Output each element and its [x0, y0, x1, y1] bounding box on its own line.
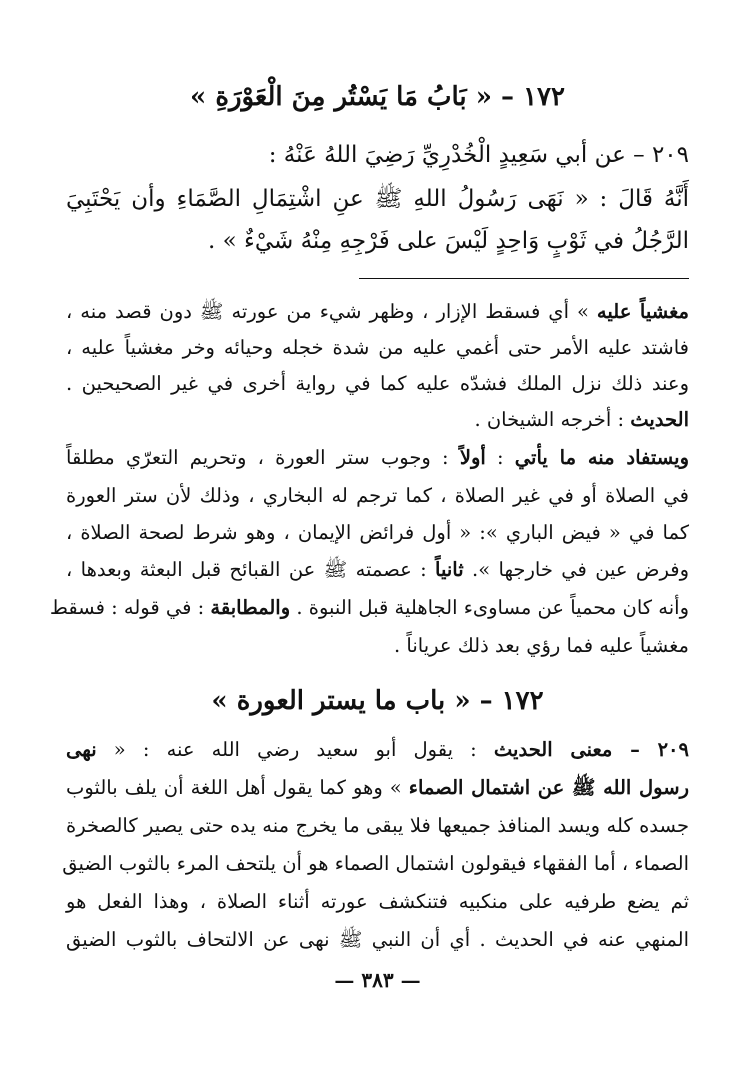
hadith-intro: ٢٠٩ – عن أبي سَعِيدٍ الْخُدْرِيِّ رَضِيَ اللهُ عَنْهُ : [268, 142, 689, 168]
note-text: » أي فسقط الإزار ، وظهر شيء من عورته ﷺ دون قصد منه ، [66, 300, 597, 323]
note-line-3: وعند ذلك نزل الملك فشدّه عليه كما في رواية أخرى في غير الصحيحين . [66, 372, 689, 395]
explanation-line-6: المنهي عنه في الحديث . أي أن النبي ﷺ نهى عن الالتحاف بالثوب الضيق [66, 928, 689, 951]
note-line-9 [49, 596, 689, 619]
hadith-line-2: الرَّجُلُ في ثَوْبٍ وَاحِدٍ لَيْسَ على فَرْجِهِ مِنْهُ شَيْءٌ » . [208, 228, 689, 254]
hadith-line-1: أَنَّهُ قَالَ : « نَهَى رَسُولُ اللهِ ﷺ عنِ اشْتِمَالِ الصَّمَاءِ وأن يَحْتَبِيَ [66, 186, 689, 212]
section-divider [359, 278, 689, 279]
note-line-6: في الصلاة أو في غير الصلاة ، كما ترجم له البخاري ، وذلك لأن ستر العورة [66, 484, 689, 507]
note-term-bold: ويستفاد منه ما يأتي [514, 446, 690, 469]
chapter-title: ١٧٢ – « بَابُ مَا يَسْتُر مِنَ الْعَوْرَةِ » [190, 82, 565, 112]
explanation-line-3: جسده كله ويسد المنافذ جميعها فلا يبقى ما يخرج منه يده حتى يصير كالصخرة [66, 814, 689, 837]
note-term-bold: أولاً [459, 446, 486, 469]
page-number: — ٣٨٣ — [334, 968, 421, 992]
explanation-line-1 [66, 738, 689, 761]
note-text: : عصمته ﷺ عن القبائح قبل البعثة وبعدها ، [66, 558, 436, 581]
note-text: وأنه كان محمياً عن مساوىء الجاهلية قبل النبوة . [290, 596, 689, 619]
explanation-title: ١٧٢ – « باب ما يستر العورة » [211, 686, 544, 716]
note-line-8 [66, 558, 689, 586]
explanation-text: » وهو كما يقول أهل اللغة أن يلف بالثوب [66, 776, 409, 799]
explanation-line-5: ثم يضع طرفيه على منكبيه فتنكشف عورته أثناء الصلاة ، وهذا الفعل هو [66, 890, 689, 913]
note-term-bold: ثانياً [435, 558, 464, 581]
note-line-5 [66, 446, 689, 469]
note-line-10: مغشياً عليه فما رؤي بعد ذلك عرياناً . [394, 634, 689, 657]
note-line-2: فاشتد عليه الأمر حتى أغمي عليه من شدة خجله وحيائه وخر مغشياً عليه ، [66, 336, 689, 359]
note-text: : في قوله : فسقط [49, 596, 211, 619]
explanation-term-bold: ٢٠٩ – معنى الحديث [493, 738, 689, 761]
note-term-bold: مغشياً عليه [596, 300, 689, 323]
note-line-4 [66, 408, 689, 431]
explanation-line-2 [66, 776, 689, 804]
explanation-text: : يقول أبو سعيد رضي الله عنه : « [96, 738, 494, 761]
note-line-7: كما في « فيض الباري »: « أول فرائض الإيمان ، وهو شرط لصحة الصلاة ، [66, 521, 689, 544]
explanation-term-bold: نهى [66, 738, 97, 761]
note-term-bold: والمطابقة [210, 596, 291, 619]
note-text: : وجوب ستر العورة ، وتحريم التعرّي مطلقاً [66, 446, 460, 469]
note-text: : أخرجه الشيخان . [474, 408, 631, 431]
explanation-term-bold: رسول الله ﷺ عن اشتمال الصماء [408, 776, 689, 799]
note-line-1 [66, 300, 689, 328]
explanation-line-4: الصماء ، أما الفقهاء فيقولون اشتمال الصماء هو أن يلتحف المرء بالثوب الضيق [62, 852, 689, 875]
note-text: : [485, 446, 515, 469]
note-term-bold: الحديث [630, 408, 689, 431]
note-text: وفرض عين في خارجها ». [463, 558, 689, 581]
